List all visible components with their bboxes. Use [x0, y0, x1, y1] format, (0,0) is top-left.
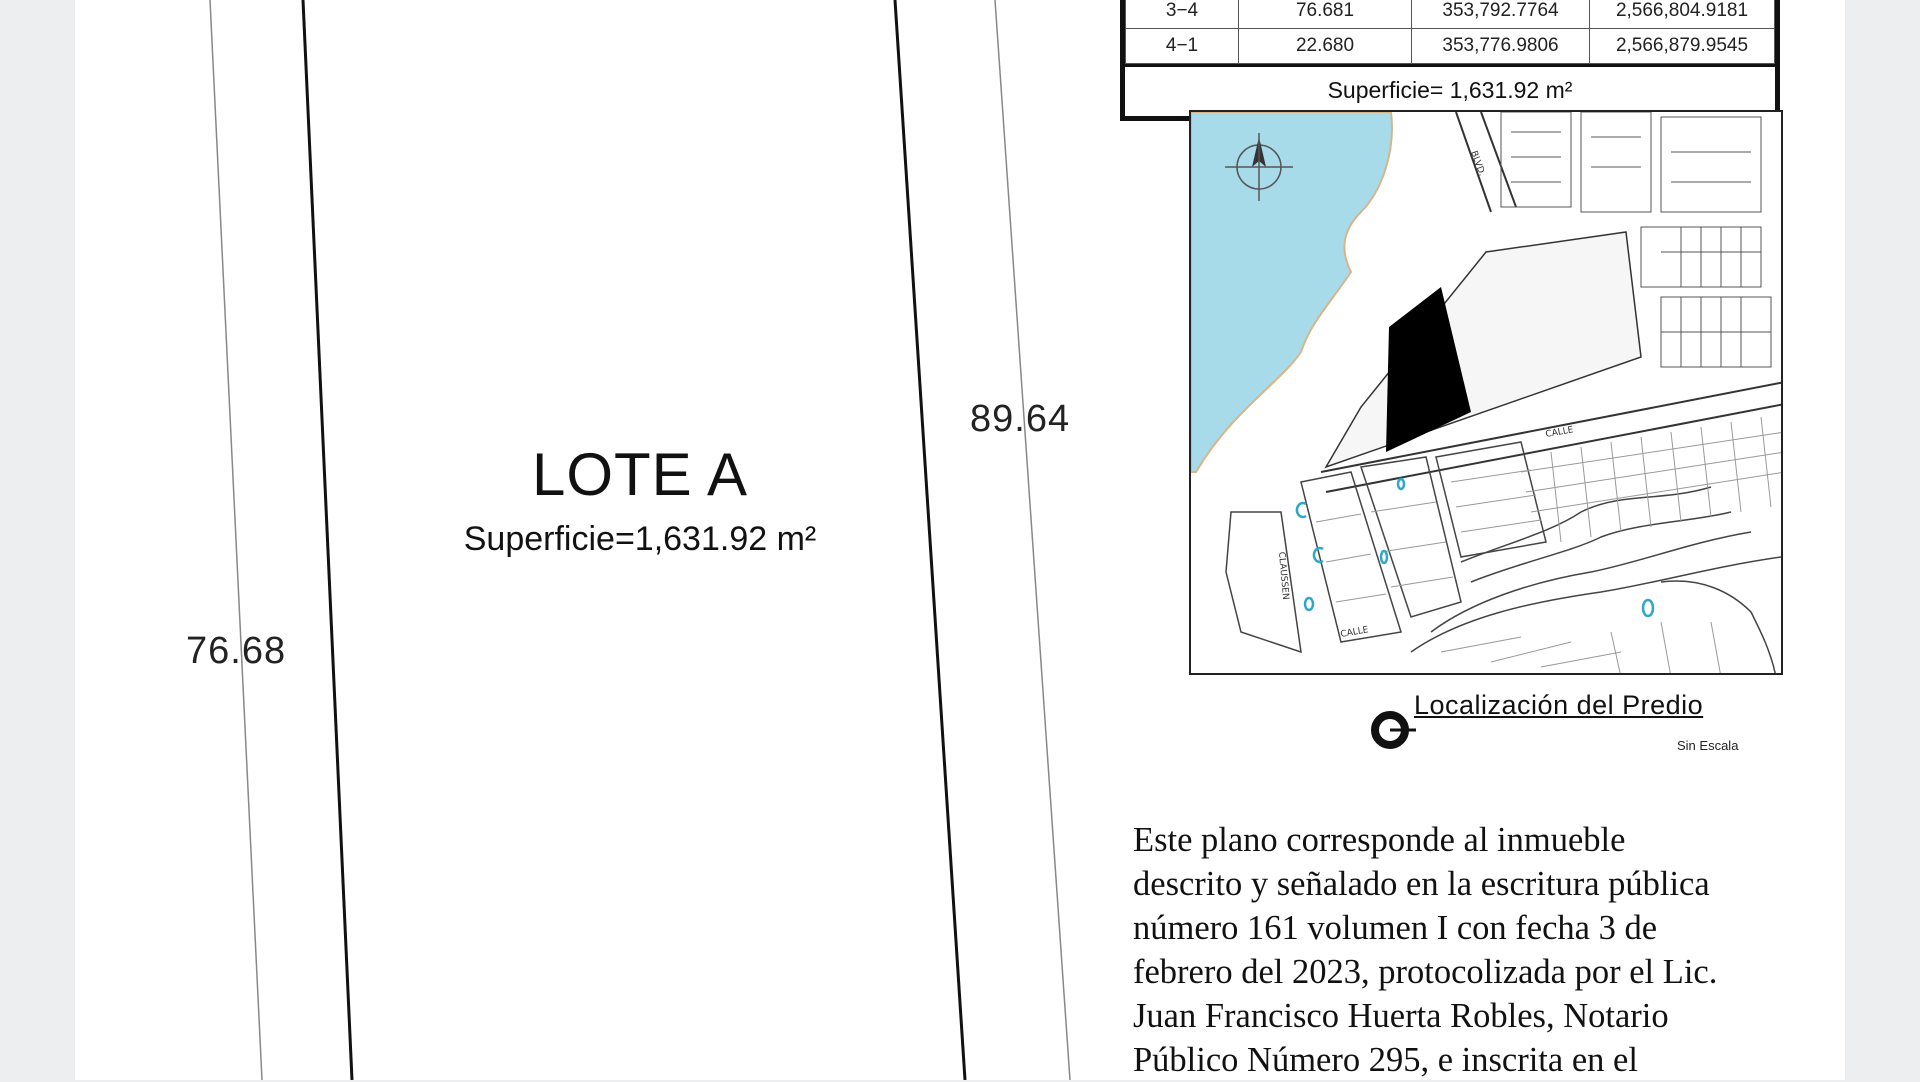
right-dimension-line [995, 0, 1070, 1080]
side-cell: 3−4 [1126, 0, 1239, 29]
y-coordinate-cell: 2,566,804.9181 [1590, 0, 1775, 29]
x-coordinate-cell: 353,792.7764 [1412, 0, 1590, 29]
description-line: descrito y señalado en la escritura pública [1133, 865, 1710, 903]
description-line: Este plano corresponde al inmueble [1133, 821, 1626, 859]
deed-description [1133, 818, 1823, 1082]
lot-right-boundary [895, 0, 965, 1080]
x-coordinate-cell: 353,776.9806 [1412, 29, 1590, 64]
distance-cell: 76.681 [1239, 0, 1412, 29]
y-coordinate-cell: 2,566,879.9545 [1590, 29, 1775, 64]
large-block [1326, 232, 1641, 467]
table-row [1126, 29, 1775, 64]
coordinates-table [1120, 0, 1780, 121]
lot-left-boundary [303, 0, 352, 1080]
street-label-calle: CALLE [1544, 425, 1575, 440]
location-map [1189, 110, 1783, 675]
street-label-claussen: CLAUSSEN [1276, 551, 1291, 601]
location-marker-icon [1368, 706, 1416, 754]
location-map-scale-note: Sin Escala [1677, 738, 1739, 753]
lot-title: LOTE A [531, 441, 749, 508]
location-map-graphic [1191, 112, 1783, 675]
location-map-title: Localización del Predio [1414, 690, 1704, 720]
table-area-total: Superficie= 1,631.92 m² [1125, 64, 1775, 116]
left-dimension-label: 76.68 [186, 630, 287, 672]
description-line: Juan Francisco Huerta Robles, Notario [1133, 997, 1669, 1035]
distance-cell: 22.680 [1239, 29, 1412, 64]
street-label-calle-2: CALLE [1339, 625, 1370, 640]
table-row [1126, 0, 1775, 29]
left-dimension-line [210, 0, 262, 1080]
description-line: febrero del 2023, protocolizada por el Lic. [1133, 953, 1718, 991]
lot-area: Superficie=1,631.92 m² [463, 520, 817, 558]
side-cell: 4−1 [1126, 29, 1239, 64]
street-label-blvd: BLVD. [1468, 149, 1487, 178]
description-line: número 161 volumen I con fecha 3 de [1133, 909, 1658, 947]
right-dimension-label: 89.64 [970, 398, 1071, 440]
description-line: Público Número 295, e inscrita en el [1133, 1041, 1638, 1079]
